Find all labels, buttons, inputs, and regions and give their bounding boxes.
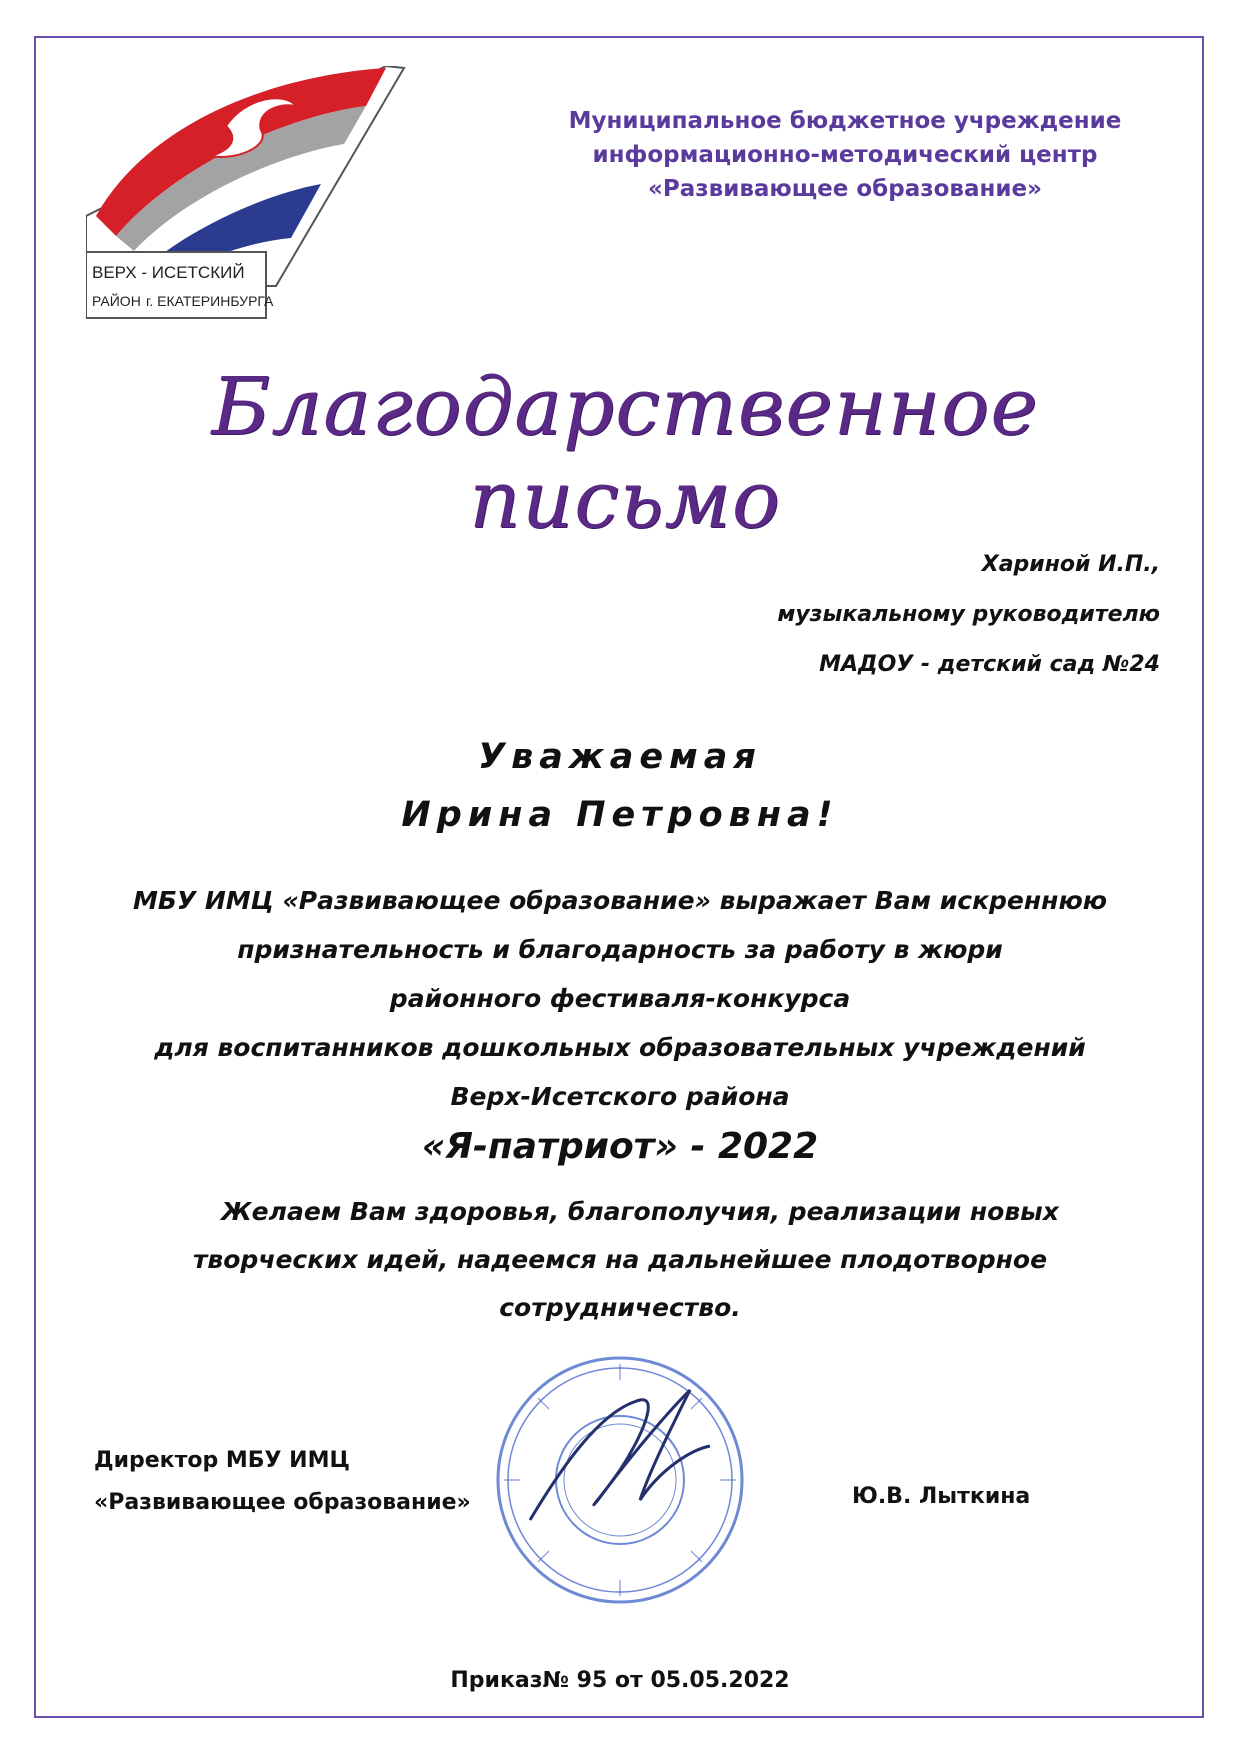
org-line-1: Муниципальное бюджетное учреждение: [568, 108, 1122, 134]
org-line-3: «Развивающее образование»: [648, 176, 1042, 202]
director-title-line-1: Директор МБУ ИМЦ: [94, 1448, 350, 1473]
district-logo: [86, 66, 406, 326]
order-reference: Приказ№ 95 от 05.05.2022: [450, 1668, 790, 1693]
org-line-2: информационно-методический центр: [592, 142, 1098, 168]
wish-line: Желаем Вам здоровья, благополучия, реализации новых: [221, 1197, 1059, 1226]
director-title-line-2: «Развивающее образование»: [94, 1490, 471, 1515]
addressee-institution: МАДОУ - детский сад №24: [819, 652, 1160, 677]
body-line: МБУ ИМЦ «Развивающее образование» выражает Вам искреннюю: [132, 886, 1108, 915]
body-line: для воспитанников дошкольных образовательных учреждений: [154, 1033, 1086, 1062]
addressee-block: [560, 540, 1160, 690]
document-title: Благодарственное письмо: [211, 360, 1039, 546]
event-name: «Я-патриот» - 2022: [421, 1126, 819, 1167]
body-line: районного фестиваля-конкурса: [389, 984, 851, 1013]
logo-text-line2a: РАЙОН: [92, 293, 141, 309]
director-title: [94, 1440, 471, 1524]
official-stamp: [490, 1350, 750, 1610]
logo-text-line1: ВЕРХ - ИСЕТСКИЙ: [92, 263, 245, 282]
greeting: [0, 728, 1240, 844]
signature-scribble: [530, 1390, 710, 1520]
addressee-name: Хариной И.П.,: [981, 552, 1160, 577]
addressee-position: музыкальному руководителю: [777, 602, 1160, 627]
body-line: признательность и благодарность за работу в жюри: [237, 935, 1003, 964]
body-text: [60, 876, 1180, 1121]
wish-line: творческих идей, надеемся на дальнейшее плодотворное: [192, 1245, 1048, 1274]
body-line: Верх-Исетского района: [450, 1082, 790, 1111]
signer-name: Ю.В. Лыткина: [852, 1484, 1031, 1509]
wish-line: сотрудничество.: [499, 1293, 741, 1322]
organization-header: [540, 104, 1150, 206]
wish-text: [90, 1188, 1150, 1332]
greeting-line-2: Ирина Петровна!: [401, 795, 839, 835]
greeting-line-1: Уважаемая: [478, 737, 762, 777]
logo-text-line2b: г. ЕКАТЕРИНБУРГА: [146, 293, 274, 309]
